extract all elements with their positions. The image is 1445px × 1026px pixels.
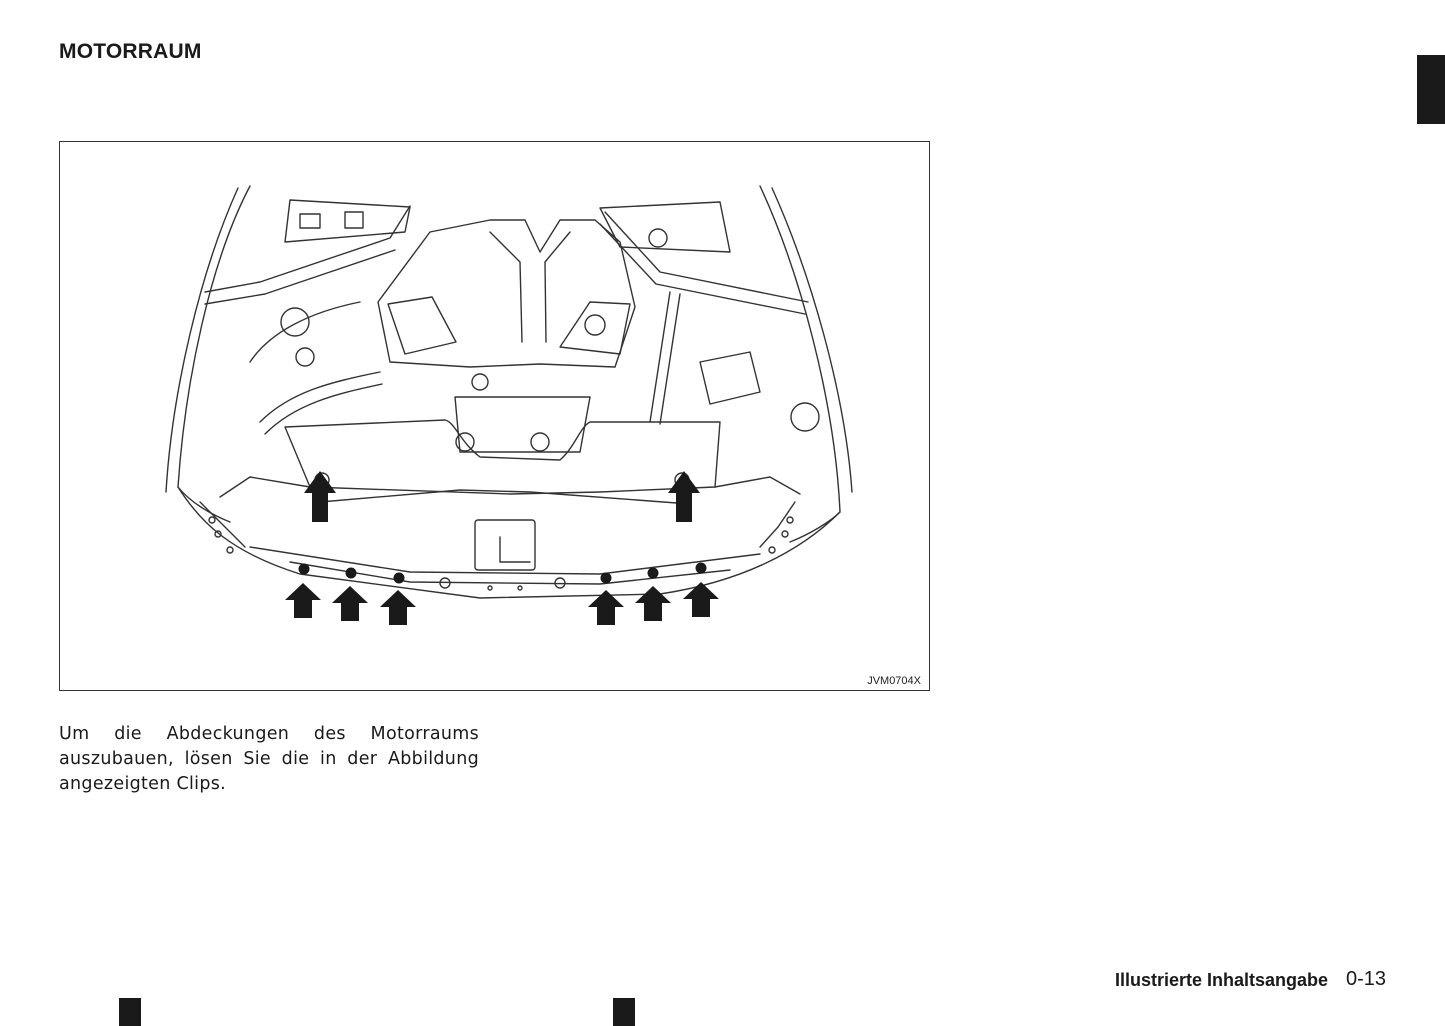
instruction-text: Um die Abdeckungen des Motorraums auszubauen, lösen Sie die in der Abbildung angezeigten Clips.	[59, 724, 479, 794]
page-number: 0-13	[1346, 968, 1387, 990]
footer-chapter-title: Illustrierte Inhaltsangabe	[1115, 970, 1329, 990]
engine-figure	[59, 141, 930, 691]
clip-arrow-7	[635, 586, 671, 621]
clip-arrow-4	[332, 586, 368, 621]
figure-code: JVM0704X	[867, 675, 921, 687]
clip-arrow-5	[380, 590, 416, 625]
engine-compartment-illustration	[60, 142, 929, 690]
print-mark-left	[119, 998, 141, 1026]
chapter-thumb-tab	[1417, 55, 1445, 124]
clip-arrow-3	[285, 583, 321, 618]
clip-arrow-2	[668, 471, 700, 522]
clip-arrow-1	[304, 471, 336, 522]
section-title: MOTORRAUM	[59, 40, 202, 63]
print-mark-middle	[613, 998, 635, 1026]
clip-arrow-8	[683, 582, 719, 617]
